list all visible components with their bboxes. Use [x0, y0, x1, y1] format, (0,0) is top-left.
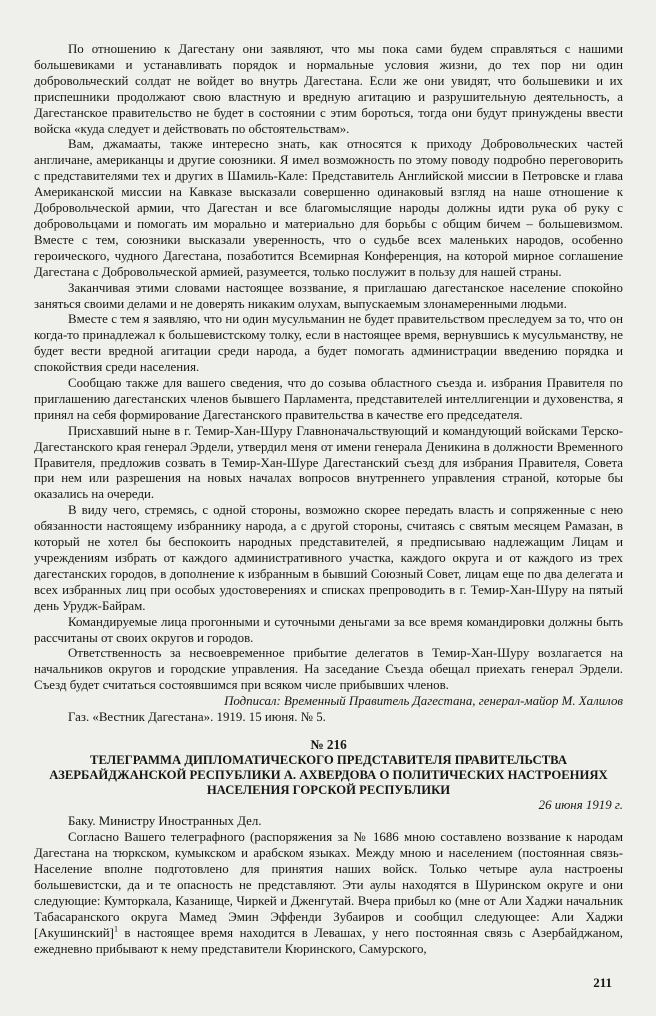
page-text — [34, 42, 623, 958]
footnote-marker: 1 — [113, 924, 118, 934]
telegram-body-end: в настоящее время находится в Левашах, у него постоянная связь с Азербайджаном, ежедневно прибывают к нему представители Кюринского, Самурского, — [34, 925, 623, 956]
telegram-address: Баку. Министру Иностранных Дел. — [68, 814, 262, 829]
paragraph: Ответственность за несвоевременное прибытие делегатов в Темир-Хан-Шуру возлагается на начальников округов и городские управления. На заседание Съезда обещал приехать генерал Эрдели. Съезд будет считаться состоявшимся при всяком числе прибывших членов. — [34, 646, 623, 693]
telegram-body-start: Согласно Вашего телеграфного (распоряжения за № 1686 мною составлено воззвание к народам Дагестана на тюркском, кумыкском и арабском языках. Между мною и населением (постоянная связь- Население вполне подготовлено для принятия наших войск. Только четыре аула настроены большевистски, да и те опасность не представляют. Эти аулы находятся в Шуринском округе и они следующие: Кумторкала, Казанище, Чиркей и Дженгутай. Вчера прибыл ко (мне от Али Хаджи начальник Табасаранского округа Мамед Эмин Эффенди Зубаиров и сообщил следующее: Али Хаджи [Акушинский] — [34, 830, 623, 940]
page-number: 211 — [593, 975, 612, 990]
document-title: ТЕЛЕГРАММА ДИПЛОМАТИЧЕСКОГО ПРЕДСТАВИТЕЛЯ ПРАВИТЕЛЬСТВА АЗЕРБАЙДЖАНСКОЙ РЕСПУБЛИКИ А. АХВЕРДОВА О ПОЛИТИЧЕСКИХ НАСТРОЕНИЯХ НАСЕЛЕНИЯ ГОРСКОЙ РЕСПУБЛИКИ — [49, 752, 608, 798]
paragraph: Присхавший ныне в г. Темир-Хан-Шуру Главноначальствующий и командующий войсками Терско-Дагестанского края генерал Эрдели, утвердил меня от имени генерала Деникина в должности Временного Правителя, предложив созвать в Темир-Хан-Шуре Дагестанский съезд для избрания Правителя, Совета при нем или разрешения на новых началах вопросов внутреннего управления страной, которые бы оказались на очереди. — [34, 423, 623, 502]
paragraph: Командируемые лица прогонными и суточными деньгами за все время командировки должны быть рассчитаны от своих округов и городов. — [34, 614, 623, 645]
paragraph: Вам, джамааты, также интересно знать, как относятся к приходу Добровольческих частей англичане, американцы и другие союзники. Я имел возможность по этому поводу подробно переговорить с представителями тех и других в Шамиль-Кале: Представитель Английской миссии в Петровске и глава Американской миссии на Кавказе высказали совершенно одинаковый взгляд на наше отношение к Добровольческой армии, что Дагестан и все благомыслящие народы должны идти рука об руку с добровольцами и помогать им морально и материально для борьбы с общим бичем – большевизмом. Вместе с тем, союзники высказали уверенность, что о судьбе всех маленьких народов, особенно героического, чудного Дагестана, позаботится Всемирная Конференция, на которой мирное соглашение Дагестана с Добровольческой армией, разумеется, только послужит в пользу для нашей страны. — [34, 137, 623, 279]
source-citation: Газ. «Вестник Дагестана». 1919. 15 июня. № 5. — [68, 710, 326, 725]
paragraph: По отношению к Дагестану они заявляют, что мы пока сами будем справляться с нашими большевиками и устанавливать порядок и нормальные условия жизни, до тех пор ни один добровольческий солдат не войдет во внутрь Дагестана. Если же они увидят, что большевики и их приспешники продолжают свою властную и вредную агитацию и разрушительную деятельность, а Дагестанское правительство не будет в состоянии с этим бороться, тогда они будут принуждены ввести войска «куда следует и действовать по обстоятельствам». — [34, 42, 623, 136]
paragraph: Сообщаю также для вашего сведения, что до созыва областного съезда и. избрания Правителя по приглашению дагестанских членов бывшего Парламента, представителей интеллигенции и духовенства, я принял на себя формирование Дагестанского правительства в качестве его председателя. — [34, 376, 623, 422]
paragraph: Заканчивая этими словами настоящее воззвание, я приглашаю дагестанское население спокойно заняться своими делами и не доверять никаким олухам, выпускаемым злонамеренными людьми. — [34, 280, 623, 311]
paragraph: Вместе с тем я заявляю, что ни один мусульманин не будет правительством преследуем за то, что он когда-то принадлежал к большевистскому толку, если в настоящее время, вернувшись к мусульманству, не будет вести вредной агитации среди народа, а будет помогать администрации введению порядка и спокойствия среди населения. — [34, 312, 623, 375]
document-number: № 216 — [310, 736, 347, 752]
telegram-body — [34, 830, 623, 957]
document-date: 26 июня 1919 г. — [538, 798, 623, 813]
paragraph: В виду чего, стремясь, с одной стороны, возможно скорее передать власть и сопряженные с нею обязанности настоящему избраннику народа, а с другой стороны, считаясь с святым месяцем Рамазан, в который не хотел бы беспокоить народных представителей, я предписываю надлежащим Лицам и учреждениям избрать от каждого административного участка, каждого округа и от каждого из трех дагестанских городов, в дополнение к избранным в бывший Союзный Совет, лицам еще по два делегата и всех избранных лиц при особых удостоверениях и списках препроводить в г. Темир-Хан-Шуру на пятый день Урудж-Байрам. — [34, 503, 623, 613]
signature-line: Подписал: Временный Правитель Дагестана, генерал-майор М. Халилов — [224, 694, 623, 709]
